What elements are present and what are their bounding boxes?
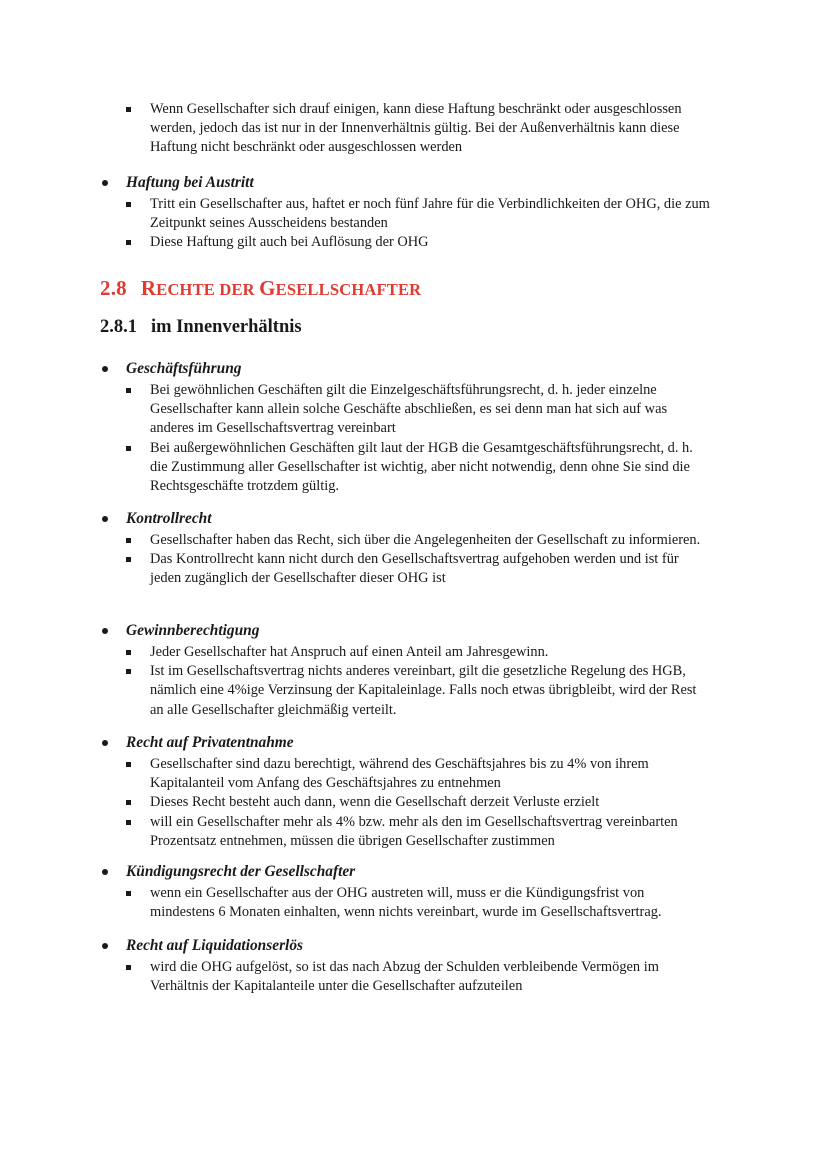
list-item (0, 439, 712, 497)
square-bullet-icon (126, 202, 131, 207)
list-item (0, 755, 712, 793)
list-item-text: Das Kontrollrecht kann nicht durch den Gesellschaftsvertrag aufgehoben werden und ist für jeden zugänglich der Gesellschafter dieser OHG ist (150, 551, 679, 587)
square-bullet-icon (126, 538, 131, 543)
section-title-part: ESELLSCHAFTER (275, 280, 422, 299)
bullet-icon (102, 628, 108, 634)
list-item-text: Diese Haftung gilt auch bei Auflösung der OHG (150, 234, 429, 251)
list-item (0, 958, 712, 996)
list-item (0, 100, 712, 158)
bullet-icon (102, 740, 108, 746)
rights-group (0, 733, 828, 851)
group-title: Recht auf Privatentnahme (0, 733, 828, 753)
rights-group (0, 862, 828, 922)
list-item-text: Gesellschafter haben das Recht, sich über die Angelegenheiten der Gesellschaft zu informieren. (150, 532, 701, 548)
list-item-text: Bei außergewöhnlichen Geschäften gilt laut der HGB die Gesamtgeschäftsführungsrecht, d. h. die Zustimmung aller Gesellschafter ist wichtig, aber nicht notwendig, denn ohne Sie sind die Rechtsgeschäfte trotzdem gültig. (150, 439, 693, 495)
section-title-part: ECHTE DER (156, 280, 260, 299)
list-item (0, 550, 712, 588)
list-item (0, 662, 712, 720)
section-title-part: G (259, 276, 276, 300)
bullet-icon (102, 869, 108, 875)
group-title: Kündigungsrecht der Gesellschafter (0, 862, 828, 882)
list-item (0, 381, 712, 439)
haftung-austritt-group (0, 173, 828, 253)
section-number: 2.8 (100, 276, 127, 300)
square-bullet-icon (126, 762, 131, 767)
list-item-text: wird die OHG aufgelöst, so ist das nach Abzug der Schulden verbleibende Vermögen im Verhältnis der Kapitalanteile unter die Gesellschafter aufzuteilen (150, 959, 659, 995)
list-item-text: Ist im Gesellschaftsvertrag nichts anderes vereinbart, gilt die gesetzliche Regelung des HGB, nämlich eine 4%ige Verzinsung der Kapitaleinlage. Falls noch etwas übrigbleibt, wird der Rest an alle Gesellschafter gleichmäßig verteilt. (150, 663, 697, 718)
bullet-icon (102, 180, 108, 186)
list-item (0, 195, 712, 233)
list-item-text: will ein Gesellschafter mehr als 4% bzw. mehr als den im Gesellschaftsvertrag vereinbarten Prozentsatz entnehmen, müssen die übrigen Gesellschafter zustimmen (150, 813, 678, 849)
rights-group (0, 621, 828, 720)
rights-group (0, 509, 828, 589)
square-bullet-icon (126, 240, 131, 245)
bullet-icon (102, 516, 108, 522)
rights-group (0, 936, 828, 996)
list-item-text: Gesellschafter sind dazu berechtigt, während des Geschäftsjahres bis zu 4% von ihrem Kapitalanteil vom Anfang des Geschäftsjahres zu entnehmen (150, 756, 649, 792)
list-item (0, 643, 712, 662)
square-bullet-icon (126, 557, 131, 562)
list-item-text: Wenn Gesellschafter sich drauf einigen, kann diese Haftung beschränkt oder ausgeschlossen werden, jedoch das ist nur in der Innenverhältnis gültig. Bei der Außenverhältnis kann diese Haftung nicht beschränkt oder ausgeschlossen werden (150, 101, 682, 156)
list-item (0, 531, 712, 550)
list-item-text: Dieses Recht besteht auch dann, wenn die Gesellschaft derzeit Verluste erzielt (150, 794, 600, 811)
group-title: Kontrollrecht (0, 509, 828, 529)
list-item-text: Tritt ein Gesellschafter aus, haftet er noch fünf Jahre für die Verbindlichkeiten der OHG, die zum Zeitpunkt seines Ausscheidens bestanden (150, 196, 710, 232)
bullet-icon (102, 943, 108, 949)
group-title: Gewinnberechtigung (0, 621, 828, 641)
list-item (0, 233, 712, 252)
square-bullet-icon (126, 446, 131, 451)
section-title-part: R (140, 276, 157, 300)
section-heading (100, 276, 421, 301)
group-title: Haftung bei Austritt (0, 173, 828, 193)
subsection-heading (100, 317, 302, 338)
square-bullet-icon (126, 650, 131, 655)
section-title (141, 276, 421, 300)
square-bullet-icon (126, 820, 131, 825)
list-item (0, 813, 712, 851)
rights-group (0, 359, 828, 496)
square-bullet-icon (126, 800, 131, 805)
bullet-icon (102, 366, 108, 372)
square-bullet-icon (126, 891, 131, 896)
square-bullet-icon (126, 965, 131, 970)
square-bullet-icon (126, 107, 131, 112)
list-item-text: Jeder Gesellschafter hat Anspruch auf einen Anteil am Jahresgewinn. (150, 644, 549, 660)
square-bullet-icon (126, 388, 131, 393)
list-item-text: wenn ein Gesellschafter aus der OHG austreten will, muss er die Kündigungsfrist von mindestens 6 Monaten einhalten, wenn nichts vereinbart, wurde im Gesellschaftsvertrag. (150, 885, 662, 921)
square-bullet-icon (126, 669, 131, 674)
intro-list (0, 100, 828, 158)
list-item-text: Bei gewöhnlichen Geschäften gilt die Einzelgeschäftsführungsrecht, d. h. jeder einzelne Gesellschafter kann allein solche Geschäfte abschließen, es sei denn man hat sich auf was anderes im Gesellschaftsvertrag vereinbart (150, 382, 668, 437)
subsection-title: im Innenverhältnis (151, 317, 302, 337)
group-title: Recht auf Liquidationserlös (0, 936, 828, 956)
list-item (0, 884, 712, 922)
list-item (0, 793, 712, 812)
group-title: Geschäftsführung (0, 359, 828, 379)
subsection-number: 2.8.1 (100, 317, 137, 337)
